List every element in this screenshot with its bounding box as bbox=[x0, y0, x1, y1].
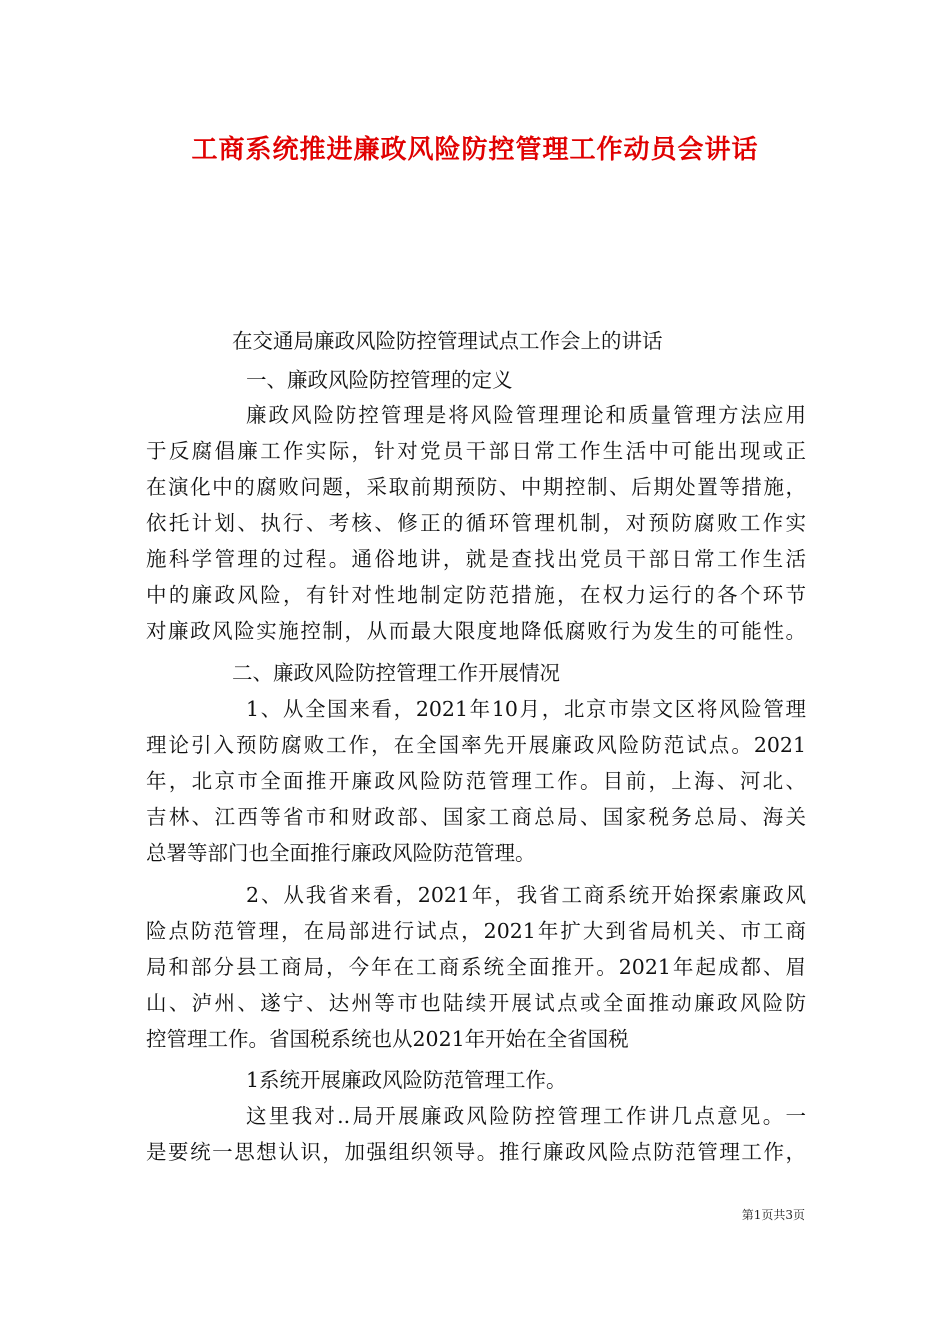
paragraph-line: 施科学管理的过程。通俗地讲，就是查找出党员干部日常工作生活 bbox=[146, 547, 806, 571]
paragraph-line: 理论引入预防腐败工作，在全国率先开展廉政风险防范试点。2021 bbox=[146, 733, 806, 757]
paragraph-line: 中的廉政风险，有针对性地制定防范措施，在权力运行的各个环节 bbox=[146, 583, 806, 607]
paragraph-line: 依托计划、执行、考核、修正的循环管理机制，对预防腐败工作实 bbox=[146, 511, 806, 535]
paragraph-line: 1、从全国来看，2021年10月，北京市崇文区将风险管理 bbox=[246, 697, 806, 721]
paragraph-line: 吉林、江西等省市和财政部、国家工商总局、国家税务总局、海关 bbox=[146, 805, 806, 829]
paragraph-line: 在交通局廉政风险防控管理试点工作会上的讲话 bbox=[232, 329, 663, 353]
paragraph-line: 总署等部门也全面推行廉政风险防范管理。 bbox=[146, 841, 536, 865]
paragraph-line: 2、从我省来看，2021年，我省工商系统开始探索廉政风 bbox=[246, 883, 806, 907]
document-title: 工商系统推进廉政风险防控管理工作动员会讲话 bbox=[191, 135, 759, 165]
paragraph-line: 对廉政风险实施控制，从而最大限度地降低腐败行为发生的可能性。 bbox=[146, 619, 806, 643]
paragraph-line: 险点防范管理，在局部进行试点，2021年扩大到省局机关、市工商 bbox=[146, 919, 806, 943]
paragraph-line: 局和部分县工商局，今年在工商系统全面推开。2021年起成都、眉 bbox=[146, 955, 806, 979]
paragraph-line: 控管理工作。省国税系统也从2021年开始在全省国税 bbox=[146, 1027, 629, 1051]
section-heading-1: 一、廉政风险防控管理的定义 bbox=[246, 368, 513, 392]
paragraph-line: 年，北京市全面推开廉政风险防范管理工作。目前，上海、河北、 bbox=[146, 769, 806, 793]
paragraph-line: 于反腐倡廉工作实际，针对党员干部日常工作生活中可能出现或正 bbox=[146, 439, 806, 463]
paragraph-line: 廉政风险防控管理是将风险管理理论和质量管理方法应用 bbox=[246, 403, 806, 427]
paragraph-line: 在演化中的腐败问题，采取前期预防、中期控制、后期处置等措施， bbox=[146, 475, 806, 499]
paragraph-line: 1系统开展廉政风险防范管理工作。 bbox=[246, 1068, 567, 1092]
page-footer: 第1页共3页 bbox=[741, 1208, 805, 1222]
paragraph-line: 是要统一思想认识，加强组织领导。推行廉政风险点防范管理工作， bbox=[146, 1140, 806, 1164]
section-heading-2: 二、廉政风险防控管理工作开展情况 bbox=[232, 661, 560, 685]
paragraph-line: 山、泸州、遂宁、达州等市也陆续开展试点或全面推动廉政风险防 bbox=[146, 991, 806, 1015]
paragraph-line: 这里我对..局开展廉政风险防控管理工作讲几点意见。一 bbox=[246, 1104, 806, 1128]
